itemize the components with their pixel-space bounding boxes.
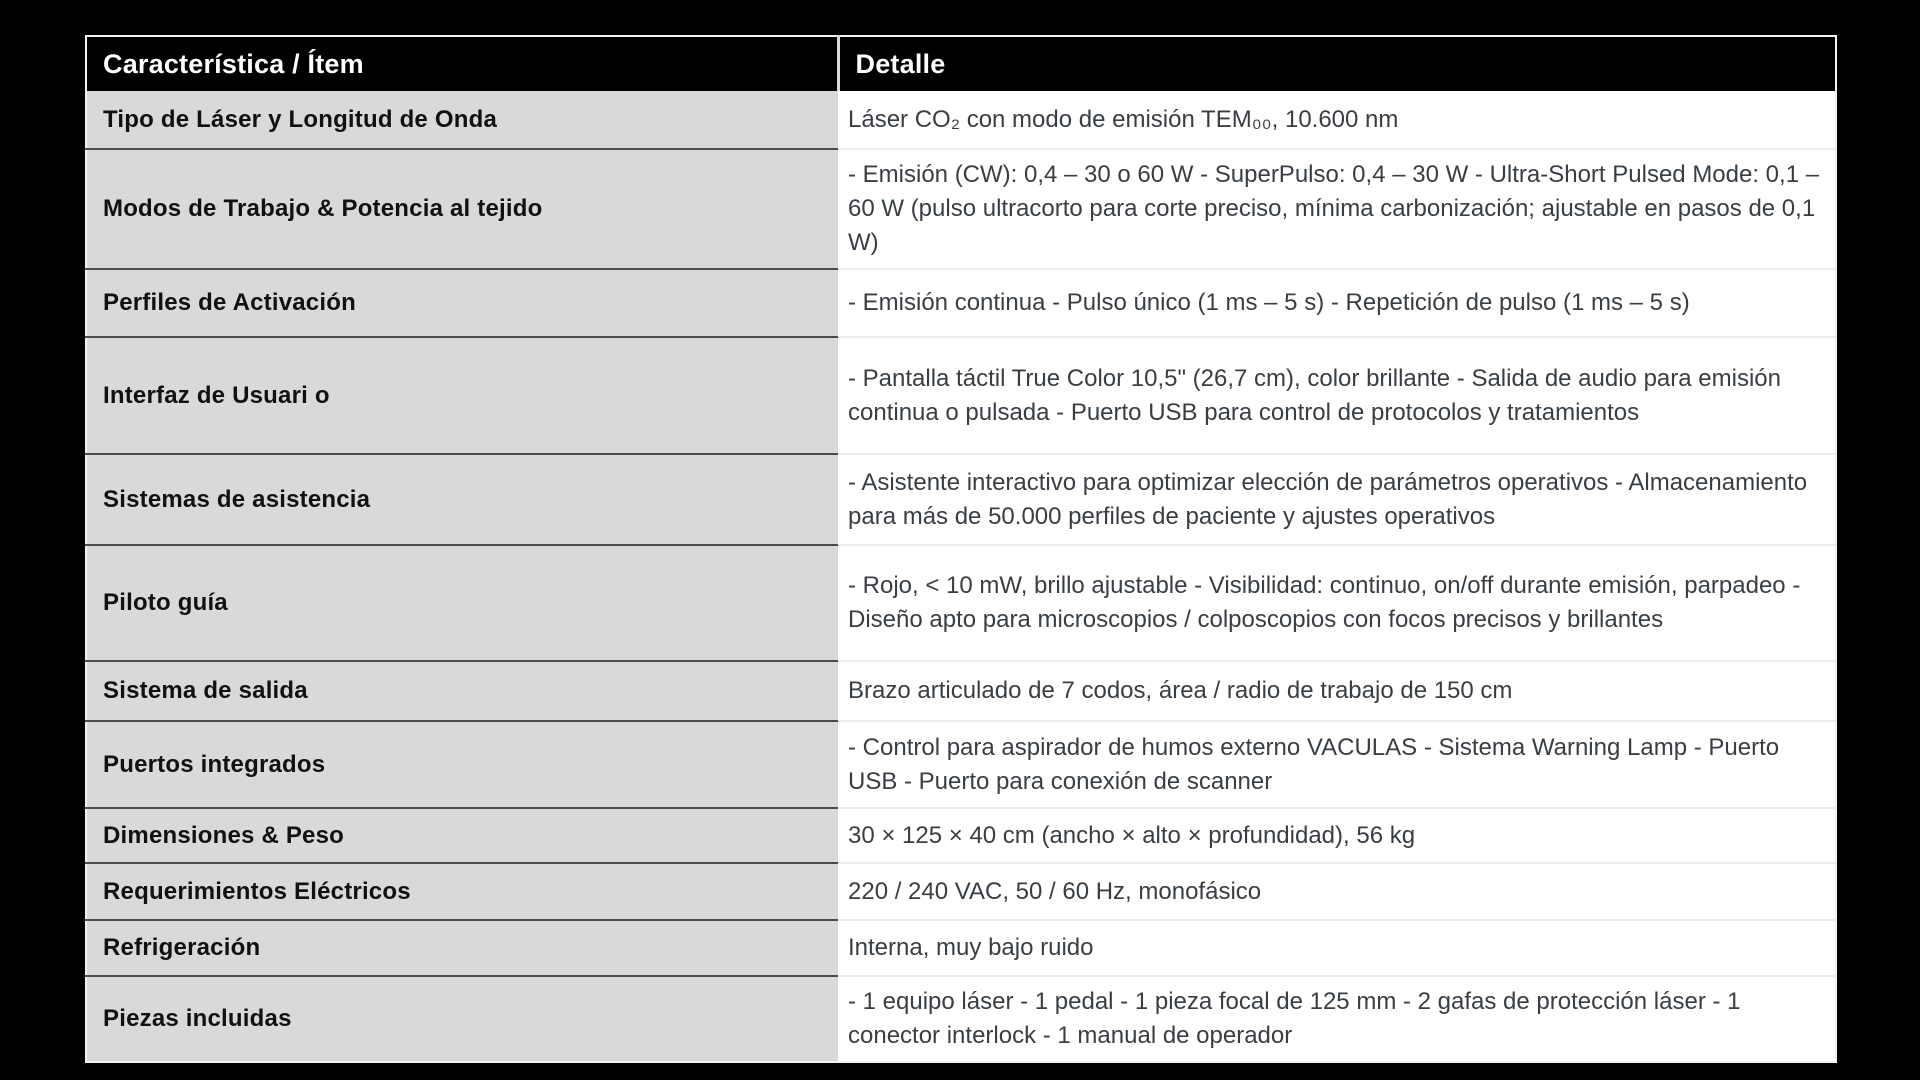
header-cell-detalle: Detalle <box>838 36 1836 91</box>
table-row <box>86 976 1836 1062</box>
table-row <box>86 337 1836 454</box>
row-item-label: Tipo de Láser y Longitud de Onda <box>86 91 838 149</box>
row-item-label: Sistema de salida <box>86 661 838 721</box>
row-detail-text: - Asistente interactivo para optimizar elección de parámetros operativos - Almacenamiento para más de 50.000 perfiles de paciente y ajustes operativos <box>838 454 1836 545</box>
row-item-label: Requerimientos Eléctricos <box>86 863 838 920</box>
row-item-label: Modos de Trabajo & Potencia al tejido <box>86 149 838 269</box>
table-row <box>86 863 1836 920</box>
table-row <box>86 91 1836 149</box>
table-row <box>86 545 1836 661</box>
row-detail-text: - Pantalla táctil True Color 10,5" (26,7 cm), color brillante - Salida de audio para emisión continua o pulsada - Puerto USB para control de protocolos y tratamientos <box>838 337 1836 454</box>
row-detail-text: 220 / 240 VAC, 50 / 60 Hz, monofásico <box>838 863 1836 920</box>
header-row <box>86 36 1836 91</box>
row-item-label: Piezas incluidas <box>86 976 838 1062</box>
header-cell-caracteristica: Característica / Ítem <box>86 36 838 91</box>
row-detail-text: - 1 equipo láser - 1 pedal - 1 pieza focal de 125 mm - 2 gafas de protección láser - 1 conector interlock - 1 manual de operador <box>838 976 1836 1062</box>
row-item-label: Perfiles de Activación <box>86 269 838 337</box>
table-row <box>86 721 1836 808</box>
row-detail-text: 30 × 125 × 40 cm (ancho × alto × profundidad), 56 kg <box>838 808 1836 863</box>
row-detail-text: - Control para aspirador de humos externo VACULAS - Sistema Warning Lamp - Puerto USB - Puerto para conexión de scanner <box>838 721 1836 808</box>
row-item-label: Piloto guía <box>86 545 838 661</box>
row-item-label: Sistemas de asistencia <box>86 454 838 545</box>
table-row <box>86 454 1836 545</box>
table-row <box>86 269 1836 337</box>
table-row <box>86 808 1836 863</box>
row-detail-text: Brazo articulado de 7 codos, área / radio de trabajo de 150 cm <box>838 661 1836 721</box>
row-item-label: Refrigeración <box>86 920 838 976</box>
table-row <box>86 149 1836 269</box>
row-item-label: Dimensiones & Peso <box>86 808 838 863</box>
row-detail-text: - Emisión continua - Pulso único (1 ms – 5 s) - Repetición de pulso (1 ms – 5 s) <box>838 269 1836 337</box>
table-row <box>86 920 1836 976</box>
row-item-label: Interfaz de Usuari o <box>86 337 838 454</box>
row-detail-text: Láser CO₂ con modo de emisión TEM₀₀, 10.600 nm <box>838 91 1836 149</box>
row-detail-text: Interna, muy bajo ruido <box>838 920 1836 976</box>
row-detail-text: - Rojo, < 10 mW, brillo ajustable - Visibilidad: continuo, on/off durante emisión, parpadeo - Diseño apto para microscopios / colposcopios con focos precisos y brillantes <box>838 545 1836 661</box>
table-row <box>86 661 1836 721</box>
spec-table <box>85 35 1837 1063</box>
spec-table-container <box>85 35 1835 1063</box>
row-detail-text: - Emisión (CW): 0,4 – 30 o 60 W - SuperPulso: 0,4 – 30 W - Ultra-Short Pulsed Mode: 0,1 – 60 W (pulso ultracorto para corte preciso, mínima carbonización; ajustable en pasos de 0,1 W) <box>838 149 1836 269</box>
row-item-label: Puertos integrados <box>86 721 838 808</box>
